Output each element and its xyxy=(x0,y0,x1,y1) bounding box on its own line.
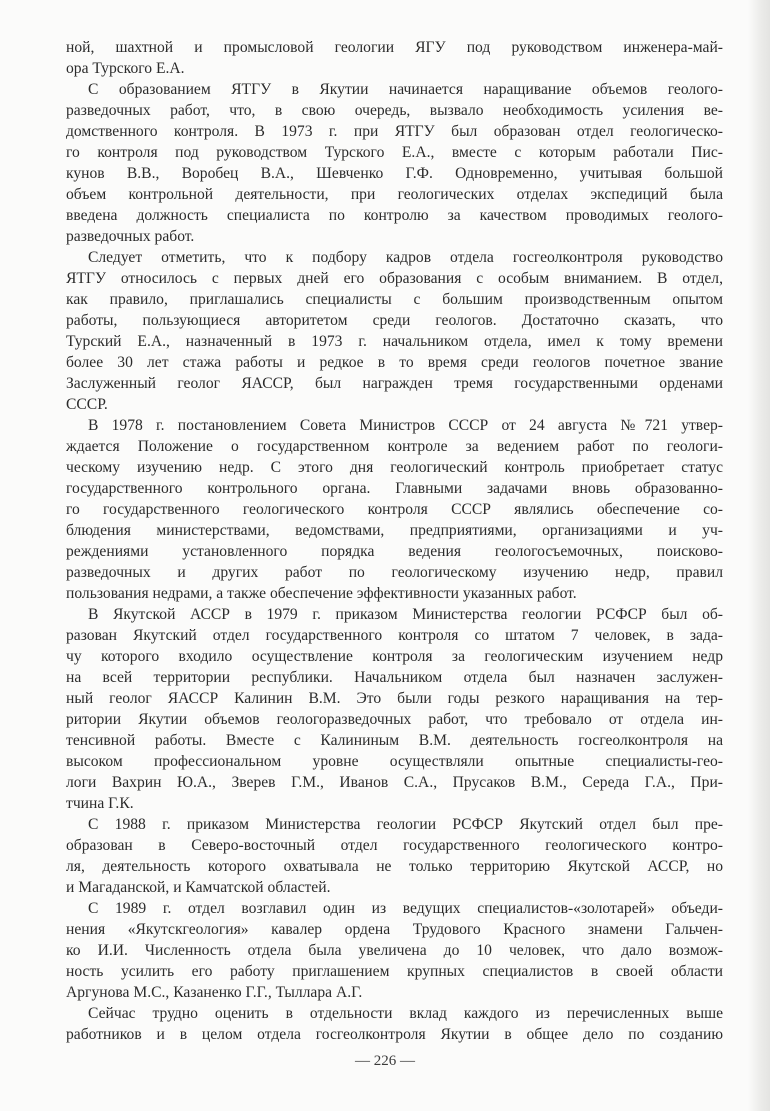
text-line: го государственного геологического контроля СССР являлись обеспечение со- xyxy=(66,501,723,518)
paragraph xyxy=(66,814,723,898)
text-line: блюдения министерствами, ведомствами, предприятиями, организациями и уч- xyxy=(66,522,723,539)
text-line: и Магаданской, и Камчатской областей. xyxy=(66,879,331,896)
text-line: как правило, приглашались специалисты с большим производственным опытом xyxy=(66,291,723,308)
paragraph xyxy=(66,415,723,604)
text-line: Аргунова М.С., Казаненко Г.Г., Тыллара А.Г. xyxy=(66,984,363,1001)
page-number: — 226 — xyxy=(355,1053,415,1069)
paragraph xyxy=(66,79,723,247)
text-line: тенсивной работы. Вместе с Калининым В.М. деятельность госгеолконтроля на xyxy=(66,732,723,749)
text-line: В Якутской АССР в 1979 г. приказом Министерства геологии РСФСР был об- xyxy=(88,606,723,623)
text-line: ческому изучению недр. С этого дня геологический контроль приобретает статус xyxy=(66,459,723,476)
text-line: более 30 лет стажа работы и редкое в то время среди геологов почетное звание xyxy=(66,354,723,371)
text-line: Турский Е.А., назначенный в 1973 г. начальником отдела, имел к тому времени xyxy=(66,333,723,350)
text-line: объем контрольной деятельности, при геологических отделах экспедиций была xyxy=(66,186,723,203)
paragraph xyxy=(66,1003,723,1045)
text-line: ждается Положение о государственном контроле за ведением работ по геологи- xyxy=(66,438,723,455)
paragraph xyxy=(66,898,723,1003)
paragraph xyxy=(66,604,723,814)
text-line: домственного контроля. В 1973 г. при ЯТГУ был образован отдел геологическо- xyxy=(66,123,723,140)
text-line: введена должность специалиста по контролю за качеством проводимых геолого- xyxy=(66,207,723,224)
text-line: разован Якутский отдел государственного контроля со штатом 7 человек, в зада- xyxy=(66,627,723,644)
paragraph xyxy=(66,247,723,415)
text-line: работников и в целом отдела госгеолконтроля Якутии в общее дело по созданию xyxy=(66,1026,723,1043)
text-line: нения «Якутскгеология» кавалер ордена Трудового Красного знамени Гальчен- xyxy=(66,921,723,938)
text-line: ко И.И. Численность отдела была увеличена до 10 человек, что дало возмож- xyxy=(66,942,723,959)
text-line: пользования недрами, а также обеспечение эффективности указанных работ. xyxy=(66,585,577,602)
text-line: чу которого входило осуществление контроля за геологическим изучением недр xyxy=(66,648,723,665)
text-line: разведочных работ. xyxy=(66,228,195,245)
paragraph xyxy=(66,37,723,79)
text-line: ора Турского Е.А. xyxy=(66,60,185,77)
text-line: ность усилить его работу приглашением крупных специалистов в своей области xyxy=(66,963,723,980)
text-line: кунов В.В., Воробец В.А., Шевченко Г.Ф. Одновременно, учитывая большой xyxy=(66,165,723,182)
text-line: разведочных работ, что, в свою очередь, вызвало необходимость усиления ве- xyxy=(66,102,723,119)
text-line: Сейчас трудно оценить в отдельности вклад каждого из перечисленных выше xyxy=(88,1005,723,1022)
text-line: Заслуженный геолог ЯАССР, был награжден тремя государственными орденами xyxy=(66,375,723,392)
page-edge-shadow xyxy=(748,0,770,1111)
text-line: В 1978 г. постановлением Совета Министров СССР от 24 августа №721 утвер- xyxy=(88,417,723,434)
text-line: тчина Г.К. xyxy=(66,795,134,812)
text-line: С образованием ЯТГУ в Якутии начинается наращивание объемов геолого- xyxy=(88,81,723,98)
text-line: го контроля под руководством Турского Е.А., вместе с которым работали Пис- xyxy=(66,144,723,161)
text-line: разведочных и других работ по геологическому изучению недр, правил xyxy=(66,564,723,581)
text-line: логи Вахрин Ю.А., Зверев Г.М., Иванов С.А., Прусаков В.М., Середа Г.А., При- xyxy=(66,774,723,791)
text-line: на всей территории республики. Начальником отдела был назначен заслужен- xyxy=(66,669,723,686)
text-line: С 1989 г. отдел возглавил один из ведущих специалистов-«золотарей» объеди- xyxy=(88,900,723,917)
text-line: ный геолог ЯАССР Калинин В.М. Это были годы резкого наращивания на тер- xyxy=(66,690,723,707)
document-page-body xyxy=(66,37,723,1045)
text-line: работы, пользующиеся авторитетом среди геологов. Достаточно сказать, что xyxy=(66,312,723,329)
text-line: С 1988 г. приказом Министерства геологии РСФСР Якутский отдел был пре- xyxy=(88,816,723,833)
text-line: ЯТГУ относилось с первых дней его образования с особым вниманием. В отдел, xyxy=(66,270,723,287)
text-line: ной, шахтной и промысловой геологии ЯГУ под руководством инженера-май- xyxy=(66,39,723,56)
text-line: образован в Северо-восточный отдел государственного геологического контро- xyxy=(66,837,723,854)
text-line: Следует отметить, что к подбору кадров отдела госгеолконтроля руководство xyxy=(88,249,723,266)
text-line: высоком профессиональном уровне осуществляли опытные специалисты-гео- xyxy=(66,753,723,770)
text-line: государственного контрольного органа. Главными задачами вновь образованно- xyxy=(66,480,723,497)
text-line: реждениями установленного порядка ведения геологосъемочных, поисково- xyxy=(66,543,723,560)
text-line: СССР. xyxy=(66,396,108,413)
text-line: ля, деятельность которого охватывала не только территорию Якутской АССР, но xyxy=(66,858,723,875)
text-line: ритории Якутии объемов геологоразведочных работ, что требовало от отдела ин- xyxy=(66,711,723,728)
